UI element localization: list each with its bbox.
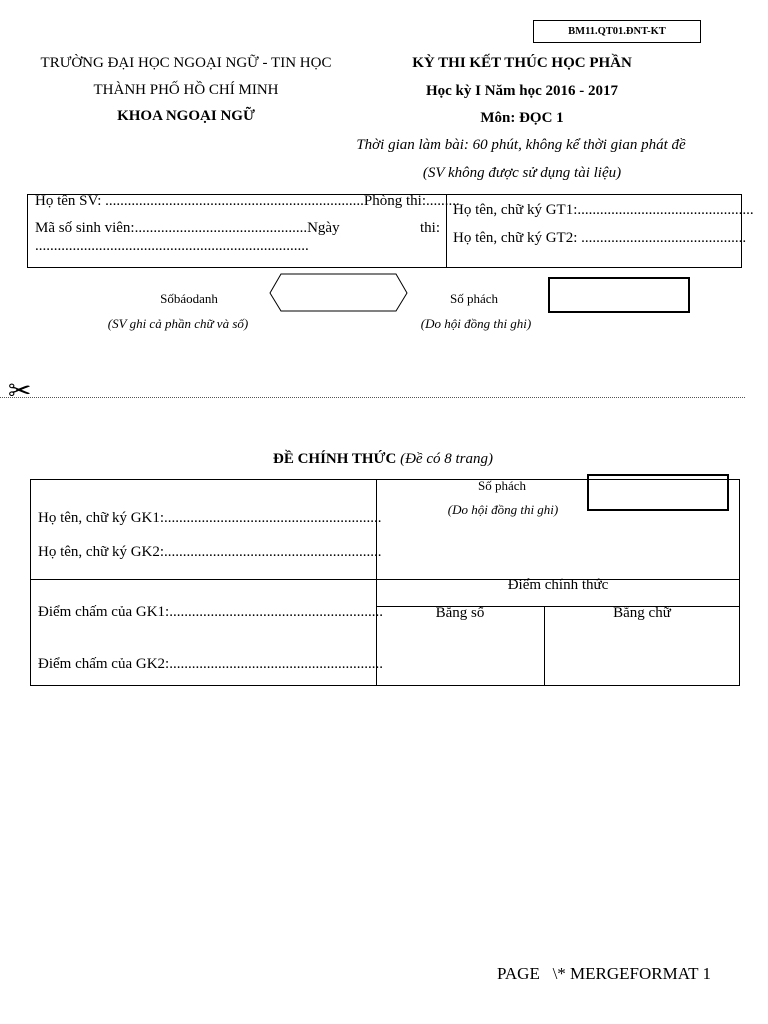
proctor2-field: Họ tên, chữ ký GT2: ............................................ <box>453 230 747 246</box>
grader2-score-field: Điểm chấm của GK2:......................................................... <box>38 656 383 672</box>
grader1-score-field: Điểm chấm của GK1:......................................................... <box>38 604 383 620</box>
phach-note-top: (Do hội đồng thi ghi) <box>420 316 532 331</box>
exam-date-label: thi: <box>420 220 441 236</box>
exam-date-dots: ......................................................................... <box>35 238 309 254</box>
form-code: BM11.QT01.ĐNT-KT <box>568 26 666 37</box>
student-name-field: Họ tên SV: .....................................................................Phòng thi:......... <box>35 193 460 209</box>
school-name-line2: THÀNH PHỐ HỒ CHÍ MINH <box>93 82 279 98</box>
scissors-icon: ✂ <box>8 374 32 407</box>
faculty-name: KHOA NGOẠI NGỮ <box>117 108 255 124</box>
grader2-field: Họ tên, chữ ký GK2:.......................................................... <box>38 544 382 560</box>
score-by-words-header: Bằng chữ <box>613 605 671 621</box>
exam-semester: Học kỳ I Năm học 2016 - 2017 <box>425 83 619 99</box>
cut-line <box>0 397 745 398</box>
page-footer-field: PAGE \* MERGEFORMAT 1 <box>497 964 711 983</box>
exam-note: (SV không được sử dụng tài liệu) <box>422 165 622 181</box>
phach-label-top: Số phách <box>449 291 499 306</box>
form-code-box <box>533 20 701 43</box>
exam-subject: Môn: ĐỌC 1 <box>480 110 564 126</box>
official-title <box>200 451 566 468</box>
grader1-field: Họ tên, chữ ký GK1:.......................................................... <box>38 510 382 526</box>
score-by-number-header: Bằng số <box>435 605 485 621</box>
phach-box-bottom <box>587 474 729 511</box>
student-id-field: Mã số sinh viên:..............................................Ngày <box>35 220 340 236</box>
official-title-main: ĐỀ CHÍNH THỨC <box>272 451 397 467</box>
exam-duration: Thời gian làm bài: 60 phút, không kể thời gian phát đề <box>356 137 686 153</box>
proctor1-field: Họ tên, chữ ký GT1:............................................... <box>453 202 754 218</box>
phach-box-top <box>548 277 690 313</box>
phach-note-bottom: (Do hội đồng thi ghi) <box>447 502 559 517</box>
school-name-line1: TRƯỜNG ĐẠI HỌC NGOẠI NGỮ - TIN HỌC <box>40 55 332 71</box>
official-score-header: Điểm chính thức <box>507 577 609 593</box>
exam-title: KỲ THI KẾT THÚC HỌC PHẦN <box>412 55 632 71</box>
official-title-pages: (Đề có 8 trang) <box>400 451 493 467</box>
sbd-label: Sốbáodanh <box>160 291 218 306</box>
sbd-note: (SV ghi cả phần chữ và số) <box>107 316 249 331</box>
sbd-hexagon-box <box>269 273 409 313</box>
phach-label-bottom: Số phách <box>477 478 527 493</box>
